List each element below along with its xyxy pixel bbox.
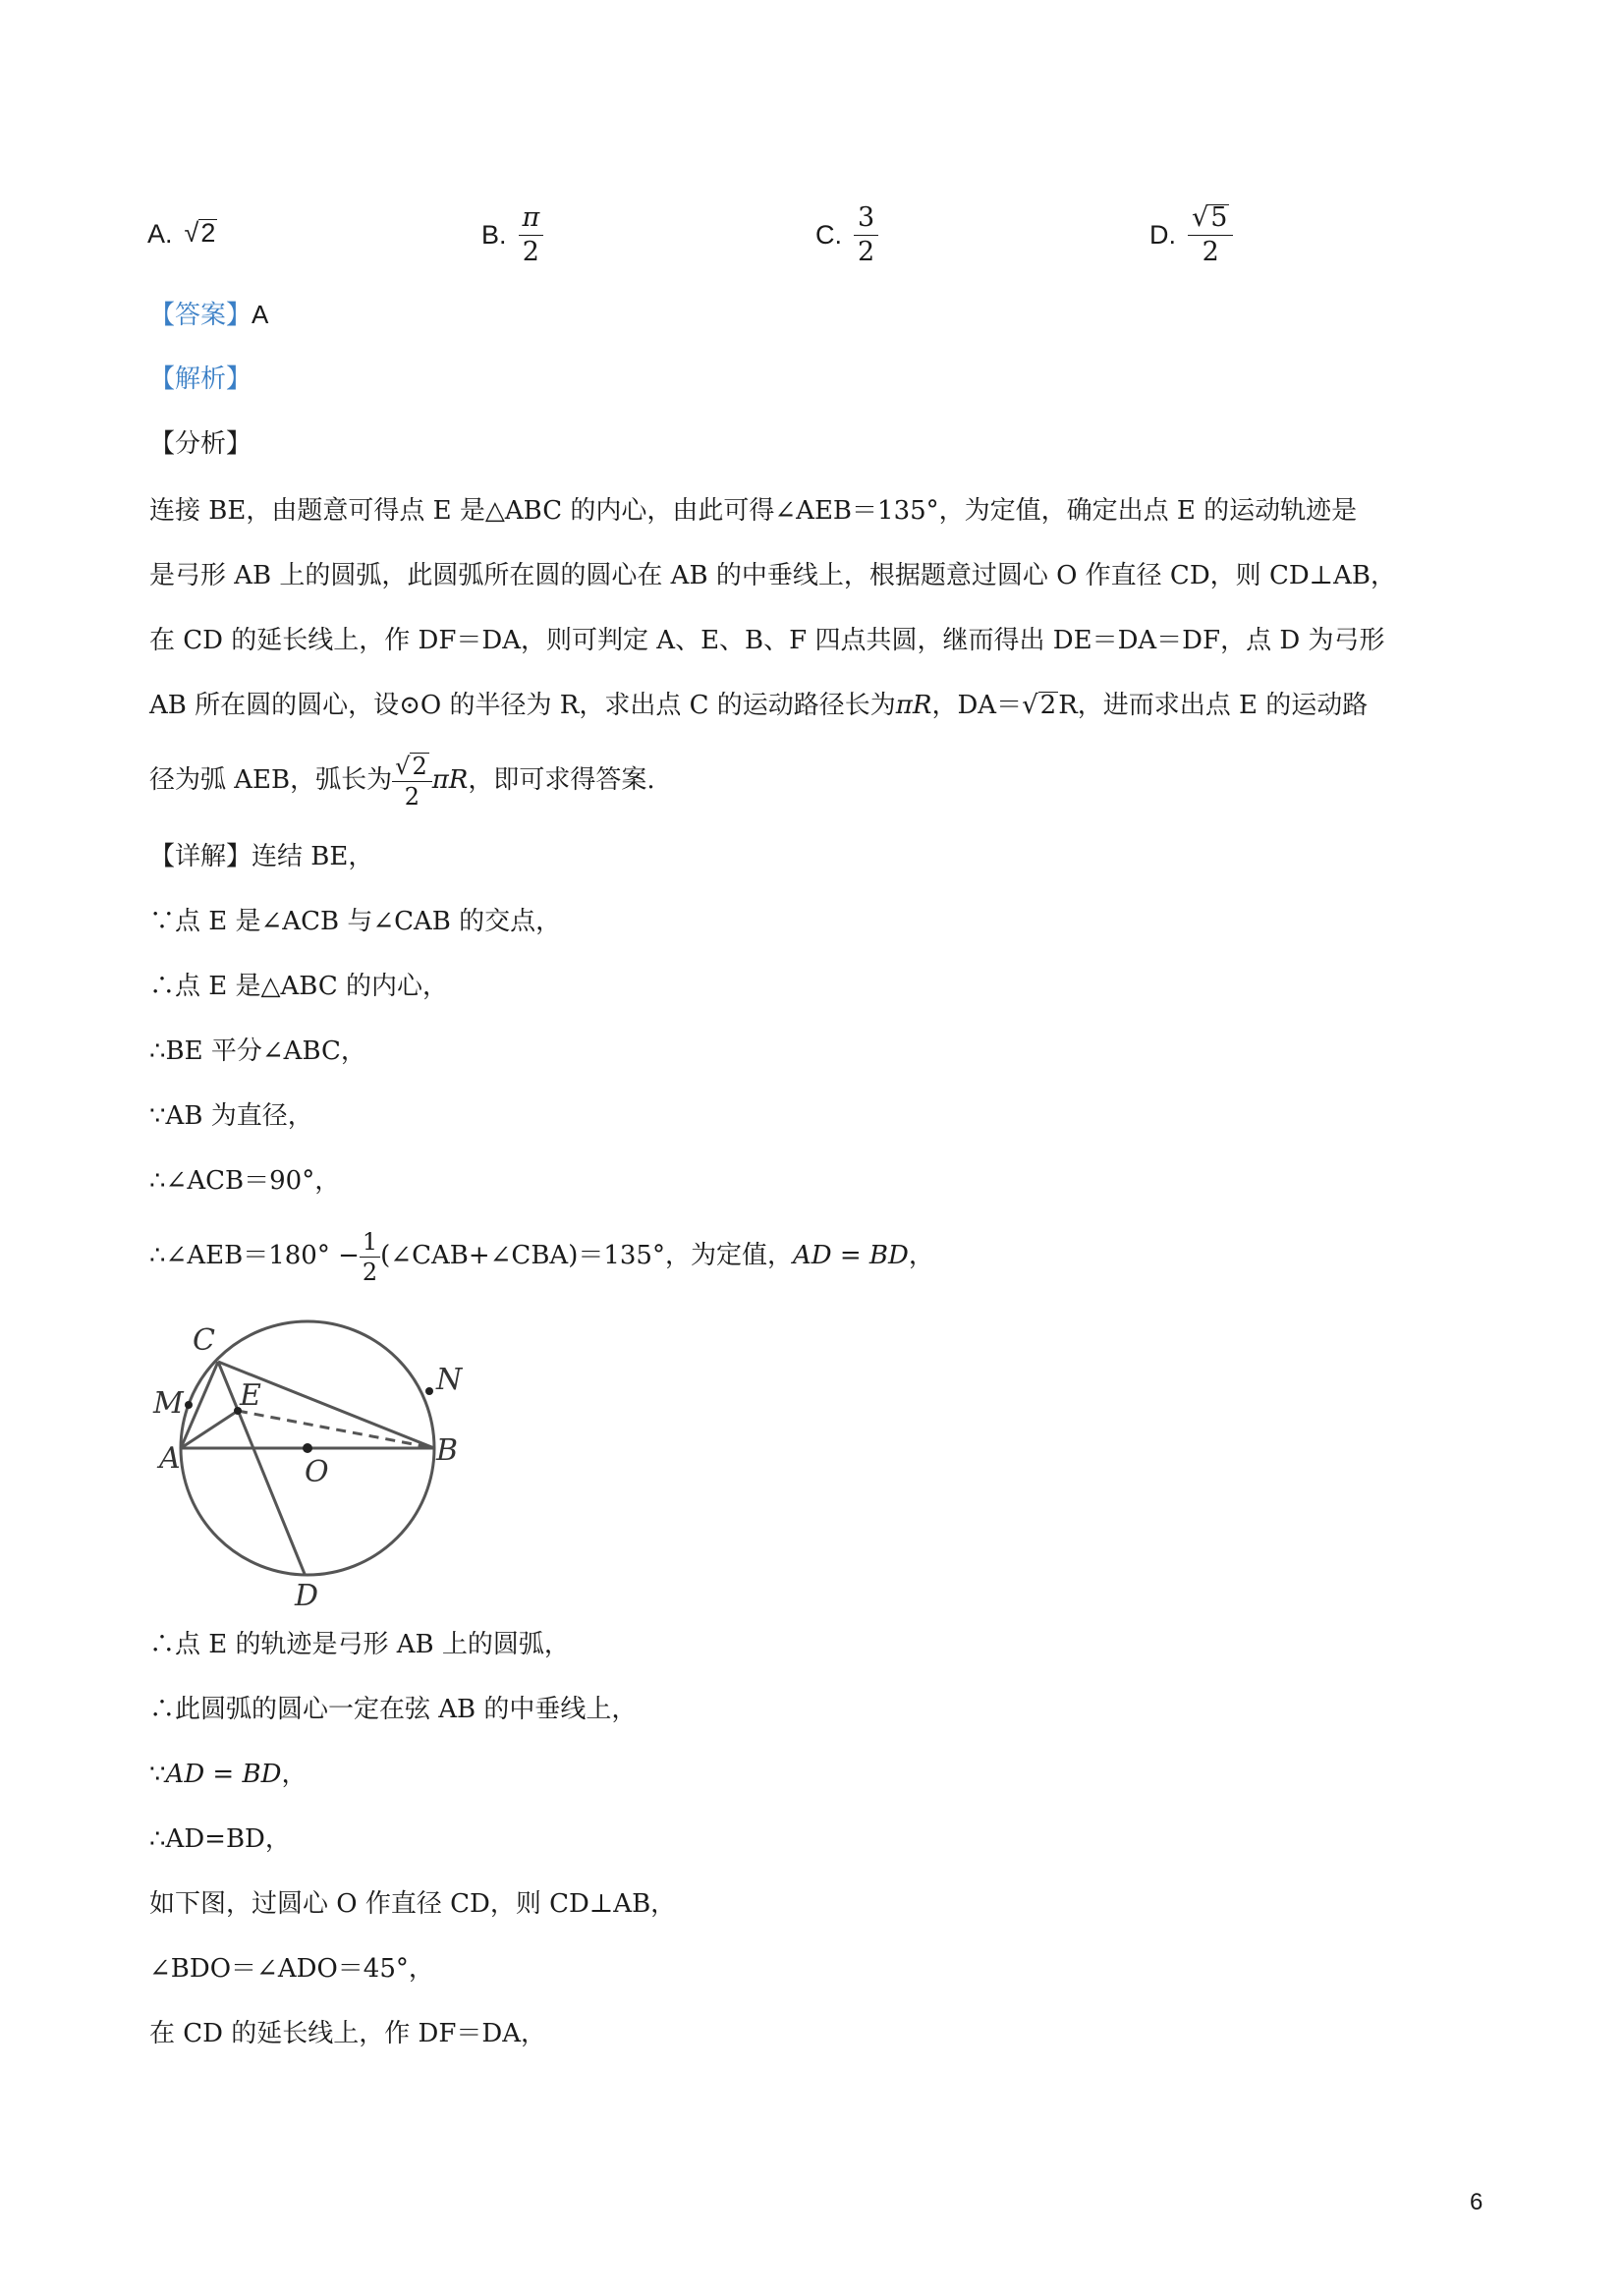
fraction	[392, 752, 432, 812]
label-c: C	[193, 1323, 215, 1358]
math-pi-r: πR	[895, 691, 932, 720]
answer-value: A	[252, 300, 269, 329]
point-n	[425, 1387, 433, 1395]
text-segment: AB 所在圆的圆心，设⊙O 的半径为 R，求出点 C 的运动路径长为	[149, 691, 896, 720]
option-label: A.	[147, 219, 173, 250]
detail-line-3: ∴点 E 是△ABC 的内心，	[149, 972, 449, 1001]
option-label: B.	[481, 220, 507, 250]
label-m: M	[153, 1386, 184, 1421]
page-number: 6	[1470, 2189, 1483, 2215]
detail-line-5: ∵AB 为直径，	[149, 1101, 313, 1131]
aeb-line	[149, 1220, 934, 1291]
text-segment: ，即可求得答案.	[468, 765, 655, 795]
option-fraction	[854, 201, 878, 269]
option-fraction	[519, 201, 544, 269]
option-fraction	[1188, 201, 1233, 269]
because-ad-line	[149, 1755, 307, 1794]
fenxi-line-2: 是弓形 AB 上的圆弧，此圆弧所在圆的圆心在 AB 的中垂线上，根据题意过圆心 O 作直径 CD，则 CD⊥AB，	[149, 561, 1397, 590]
fenxi-tag: 【分析】	[149, 429, 252, 459]
option-d	[1149, 201, 1233, 269]
fraction-denominator: 2	[522, 237, 539, 267]
option-label: C.	[815, 220, 842, 250]
fraction-denominator: 2	[858, 237, 875, 267]
detail-line-2: ∵点 E 是∠ACB 与∠CAB 的交点，	[149, 907, 562, 936]
fraction-numerator: 1	[360, 1227, 380, 1258]
label-o: O	[305, 1455, 329, 1489]
fraction-denominator: 2	[404, 782, 420, 811]
fraction-numerator: 5	[1210, 202, 1228, 233]
sqrt-symbol: √	[184, 218, 199, 248]
text-segment: ，	[281, 1760, 308, 1789]
option-value: 2	[200, 218, 216, 248]
answer-line	[149, 295, 268, 335]
fenxi-line-1: 连接 BE，由题意可得点 E 是△ABC 的内心，由此可得∠AEB＝135°，为定值，确定出点 E 的运动轨迹是	[149, 496, 1358, 526]
fraction	[360, 1227, 380, 1287]
label-b: B	[436, 1433, 459, 1468]
fenxi-line-5	[149, 745, 655, 815]
text-segment: ∴∠AEB＝180° −	[149, 1241, 360, 1270]
fraction-numerator: 2	[412, 752, 427, 780]
text-segment: R，进而求出点 E 的运动路	[1058, 691, 1369, 720]
segment-eb-dashed	[238, 1411, 434, 1448]
label-d: D	[295, 1579, 319, 1609]
math-equation: AD = BD	[792, 1241, 909, 1270]
final-line-3: ∠BDO＝∠ADO＝45°，	[149, 1954, 434, 1984]
answer-tag: 【答案】	[149, 301, 252, 330]
point-o	[303, 1443, 312, 1453]
sqrt-symbol: √	[1192, 202, 1209, 233]
segment-cd	[218, 1362, 305, 1574]
circle-diagram	[147, 1315, 481, 1609]
final-line-1: ∴AD=BD，	[149, 1824, 291, 1854]
analysis-tag: 【解析】	[149, 364, 252, 394]
detail-line-1: 【详解】连结 BE，	[149, 842, 374, 871]
point-m	[185, 1401, 193, 1409]
fenxi-line-3: 在 CD 的延长线上，作 DF＝DA，则可判定 A、E、B、F 四点共圆，继而得出 DE＝DA＝DF，点 D 为弓形	[149, 626, 1385, 655]
fraction-numerator: π	[519, 201, 544, 236]
option-a	[147, 218, 217, 250]
text-segment: ，DA＝	[931, 691, 1023, 720]
final-line-2: 如下图，过圆心 O 作直径 CD，则 CD⊥AB，	[149, 1889, 677, 1919]
fraction-numerator: 3	[854, 201, 878, 236]
sqrt-symbol: √	[395, 752, 411, 780]
math-pi-r: πR	[431, 765, 469, 795]
fraction-denominator: 2	[362, 1258, 378, 1286]
after-line-1: ∴点 E 的轨迹是弓形 AB 上的圆弧，	[149, 1630, 570, 1659]
option-b	[481, 201, 543, 269]
final-line-4: 在 CD 的延长线上，作 DF＝DA，	[149, 2019, 547, 2048]
option-c	[815, 201, 878, 269]
label-a: A	[159, 1441, 181, 1476]
math-equation: AD = BD	[165, 1760, 282, 1789]
text-segment: 径为弧 AEB，弧长为	[149, 765, 393, 795]
detail-line-4: ∴BE 平分∠ABC，	[149, 1036, 366, 1066]
after-line-2: ∴此圆弧的圆心一定在弦 AB 的中垂线上，	[149, 1695, 638, 1724]
option-label: D.	[1149, 220, 1176, 250]
text-segment: (∠CAB+∠CBA)＝135°，为定值，	[380, 1241, 793, 1270]
fenxi-line-4	[149, 686, 1368, 725]
text-segment: ，	[908, 1241, 934, 1270]
sqrt-radicand: 2	[1039, 691, 1057, 720]
fraction-denominator: 2	[1202, 237, 1219, 267]
sqrt-symbol: √	[1022, 691, 1038, 720]
label-n: N	[436, 1363, 463, 1397]
text-segment: ∵	[149, 1760, 166, 1789]
label-e: E	[240, 1378, 261, 1413]
detail-line-6: ∴∠ACB＝90°，	[149, 1166, 341, 1196]
